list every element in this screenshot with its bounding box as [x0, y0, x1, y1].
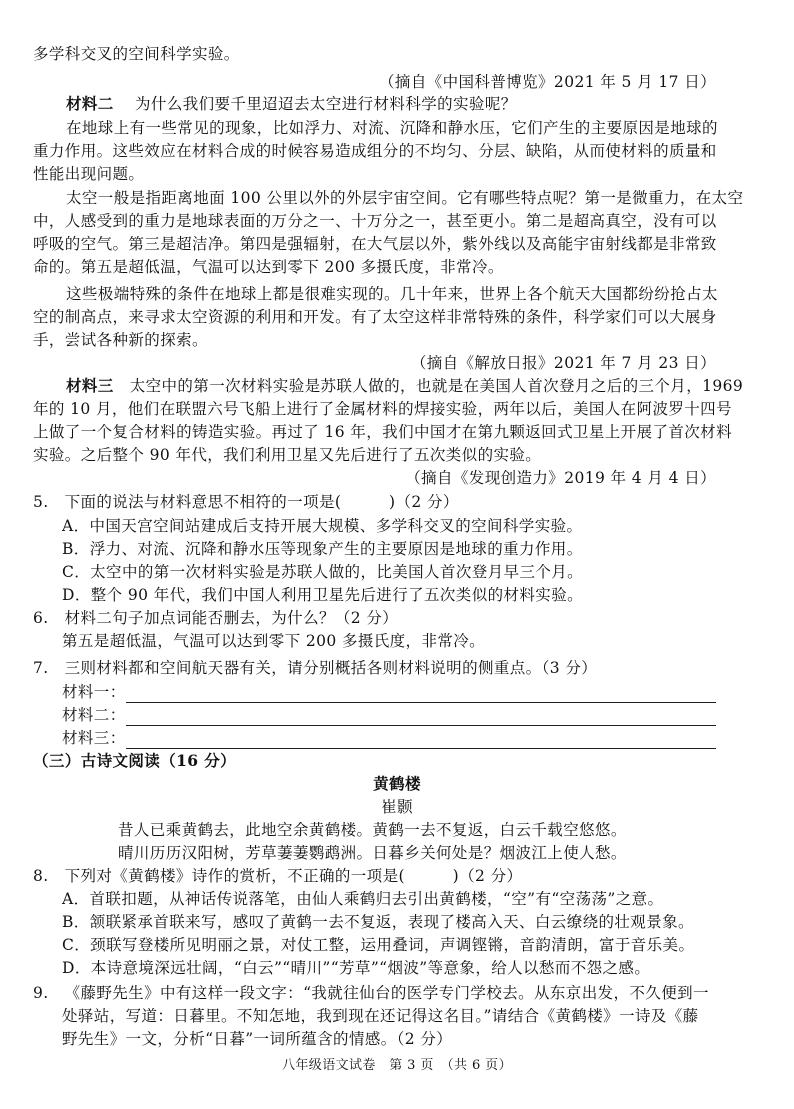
quoted-sentence: 第五是超低温，气温可以达到零下 200 多摄氏度，非常冷。: [62, 632, 486, 650]
paragraph-line: 太空一般是指距离地面 100 公里以外的外层宇宙空间。它有哪些特点呢？第一是微重力，在太空: [66, 189, 744, 207]
answer-line-2: [62, 705, 716, 726]
question-stem: 《藤野先生》中有这样一段文字：“我就往仙台的医学专门学校去。从东京出发，不久便到一: [64, 984, 709, 1002]
poem-author: 崔颢: [381, 798, 413, 816]
source-citation-1: （摘自《中国科普博览》2021 年 5 月 17 日）: [379, 73, 716, 91]
continued-line: 多学科交叉的空间科学实验。: [33, 45, 240, 63]
question-8: [33, 866, 522, 886]
answer-blank[interactable]: [126, 682, 716, 703]
material3-label: 材料三: [66, 376, 114, 395]
answer-line-1: [62, 682, 716, 703]
paragraph-line: 实验。之后整个 90 年代，我们利用卫星又先后进行了五次类似的实验。: [33, 446, 542, 464]
question-7: [33, 658, 597, 678]
option-b: B．浮力、对流、沉降和静水压等现象产生的主要原因是地球的重力作用。: [62, 540, 583, 558]
material2-heading: [66, 94, 517, 114]
question-stem: 下列对《黄鹤楼》诗作的赏析，不正确的一项是( )（2 分）: [64, 867, 523, 885]
question-number: 6.: [33, 609, 49, 627]
poem-line: 晴川历历汉阳树，芳草萋萋鹦鹉洲。日暮乡关何处是？烟波江上使人愁。: [118, 844, 627, 862]
option-d: D．整个 90 年代，我们中国人利用卫星先后进行了五次类似的材料实验。: [62, 586, 584, 604]
option-c: C．颈联写登楼所见明丽之景，对仗工整，运用叠词，声调铿锵，音韵清朗，富于音乐美。: [62, 936, 695, 954]
paragraph-line: 在地球上有一些常见的现象，比如浮力、对流、沉降和静水压，它们产生的主要原因是地球的: [66, 119, 718, 137]
question-number: 5.: [33, 493, 49, 511]
question-5: [33, 492, 459, 512]
answer-blank[interactable]: [126, 728, 716, 749]
paragraph-line: 这些极端特殊的条件在地球上都是很难实现的。几十年来，世界上各个航天大国都纷纷抢占太: [66, 285, 718, 303]
question-stem: 三则材料都和空间航天器有关，请分别概括各则材料说明的侧重点。（3 分）: [64, 659, 598, 677]
source-citation-3: （摘自《发现创造力》2019 年 4 月 4 日）: [405, 469, 716, 487]
question-number: 7.: [33, 659, 49, 677]
paragraph-line: 呼吸的空气。第三是超洁净。第四是强辐射，在大气层以外，紫外线以及高能宇宙射线都是非常致: [33, 235, 717, 253]
answer-label: 材料一：: [62, 683, 126, 701]
answer-label: 材料三：: [62, 729, 126, 747]
poem-line: 昔人已乘黄鹤去，此地空余黄鹤楼。黄鹤一去不复返，白云千载空悠悠。: [118, 821, 627, 839]
material3-heading: [66, 376, 743, 396]
answer-label: 材料二：: [62, 706, 126, 724]
question-stem: 下面的说法与材料意思不相符的一项是( )（2 分）: [64, 493, 459, 511]
question-6: [33, 608, 398, 628]
option-a: A．首联扣题，从神话传说落笔，由仙人乘鹤归去引出黄鹤楼，“空”有“空荡荡”之意。: [62, 890, 664, 908]
paragraph-line: 上做了一个复合材料的铸造实验。再过了 16 年，我们中国才在第九颗返回式卫星上开展了首次材料: [33, 423, 732, 441]
paragraph-line: 性能出现问题。: [33, 165, 145, 183]
question-text: 野先生》一文，分析“日暮”一词所蕴含的情感。（2 分）: [62, 1030, 453, 1048]
option-a: A．中国天宫空间站建成后支持开展大规模、多学科交叉的空间科学实验。: [62, 517, 583, 535]
paragraph-line: 命的。第五是超低温，气温可以达到零下 200 多摄氏度，非常冷。: [33, 258, 504, 276]
question-number: 9.: [33, 984, 49, 1002]
answer-blank[interactable]: [126, 705, 716, 726]
material2-title: 为什么我们要千里迢迢去太空进行材料科学的实验呢？: [135, 95, 517, 113]
material2-label: 材料二: [66, 94, 114, 113]
material3-first-line: 太空中的第一次材料实验是苏联人做的，也就是在美国人首次登月之后的三个月，1969: [129, 377, 744, 395]
paragraph-line: 重力作用。这些效应在材料合成的时候容易造成组分的不均匀、分层、缺陷，从而使材料的质量和: [33, 142, 717, 160]
paragraph-line: 中，人感受到的重力是地球表面的万分之一、十万分之一，甚至更小。第二是超高真空，没有可以: [33, 212, 717, 230]
question-9: [33, 983, 709, 1003]
paragraph-line: 手，尝试各种新的探索。: [33, 331, 208, 349]
paragraph-line: 空的制高点，来寻求太空资源的利用和开发。有了太空这样非常特殊的条件，科学家们可以大展身: [33, 308, 717, 326]
option-b: B．颔联紧承首联来写，感叹了黄鹤一去不复返，表现了楼高入天、白云缭绕的壮观景象。: [62, 913, 694, 931]
option-c: C．太空中的第一次材料实验是苏联人做的，比美国人首次登月早三个月。: [62, 563, 584, 581]
page-footer: 八年级语文试卷 第 3 页 （共 6 页）: [282, 1058, 512, 1073]
poem-title: 黄鹤楼: [373, 774, 421, 793]
paragraph-line: 年的 10 月，他们在联盟六号飞船上进行了金属材料的焊接实验，两年以后，美国人在阿波罗十四号: [33, 400, 732, 418]
source-citation-2: （摘自《解放日报》2021 年 7 月 23 日）: [410, 354, 716, 372]
section-heading: （三）古诗文阅读（16 分）: [33, 751, 237, 770]
question-stem: 材料二句子加点词能否删去，为什么？（2 分）: [64, 609, 399, 627]
answer-line-3: [62, 728, 716, 749]
question-text: 处驿站，写道：日暮里。不知怎地，我到现在还记得这名目。”请结合《黄鹤楼》一诗及《藤: [62, 1007, 699, 1025]
question-number: 8.: [33, 867, 49, 885]
option-d: D．本诗意境深远壮阔，“白云”“晴川”“芳草”“烟波”等意象，给人以愁而不怨之感。: [62, 959, 651, 977]
